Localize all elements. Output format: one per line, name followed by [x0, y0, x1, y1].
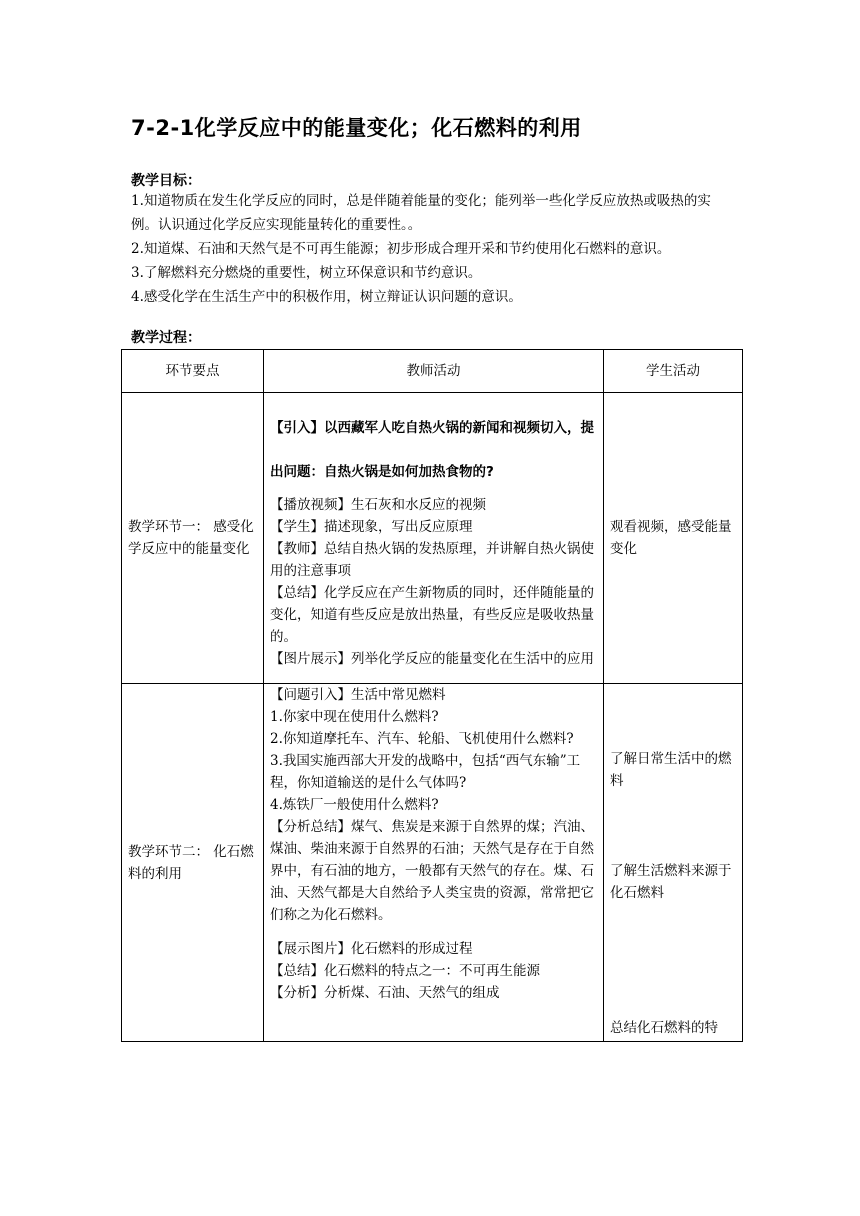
teacher-line: 【问题引入】生活中常见燃料 [270, 687, 446, 703]
teacher-activity-cell [264, 393, 604, 684]
objective-item: 3.了解燃料充分燃烧的重要性，树立环保意识和节约意识。 [131, 265, 482, 281]
teacher-line: 【总结】化石燃料的特点之一：不可再生能源 [270, 963, 540, 979]
teacher-line: 1.你家中现在使用什么燃料? [270, 709, 439, 725]
teacher-line: 【学生】描述现象，写出反应原理 [270, 519, 473, 535]
teacher-activity-cell [264, 684, 604, 1042]
teacher-line: 【分析总结】煤气、焦炭是来源于自然界的煤；汽油、煤油、柴油来源于自然界的石油；天然气是存在于自然界中，有石油的地方，一般都有天然气的存在。煤、石油、天然气都是大自然给予人类宝贵的资源，常常把它们称之为化石燃料。 [270, 819, 594, 923]
teacher-line: 【图片展示】列举化学反应的能量变化在生活中的应用 [270, 651, 594, 667]
section-point-cell: 教学环节二： 化石燃料的利用 [122, 684, 264, 1042]
process-heading: 教学过程： [131, 330, 201, 346]
document-title: 7-2-1化学反应中的能量变化；化石燃料的利用 [131, 116, 582, 140]
student-note: 了解日常生活中的燃料 [610, 751, 732, 789]
process-table [121, 349, 743, 1042]
teacher-line: 【教师】总结自热火锅的发热原理，并讲解自热火锅使用的注意事项 [270, 541, 594, 579]
section-point-cell: 教学环节一： 感受化学反应中的能量变化 [122, 393, 264, 684]
column-header: 学生活动 [604, 350, 743, 393]
table-row [122, 393, 743, 684]
blank-line [270, 926, 597, 938]
column-header: 教师活动 [264, 350, 604, 393]
student-activity-cell: 观看视频，感受能量变化 [604, 393, 743, 684]
teacher-line: 【播放视频】生石灰和水反应的视频 [270, 497, 486, 513]
objective-item: 4.感受化学在生活生产中的积极作用，树立辩证认识问题的意识。 [131, 289, 522, 305]
student-note: 了解生活燃料来源于化石燃料 [610, 863, 732, 901]
column-header: 环节要点 [122, 350, 264, 393]
student-activity-cell [604, 684, 743, 1042]
teacher-line: 【总结】化学反应在产生新物质的同时，还伴随能量的变化，知道有些反应是放出热量，有些反应是吸收热量的。 [270, 585, 594, 645]
intro-text: 【引入】以西藏军人吃自热火锅的新闻和视频切入，提出问题：自热火锅是如何加热食物的? [270, 420, 594, 480]
objectives-heading: 教学目标： [131, 173, 201, 189]
objective-item: 2.知道煤、石油和天然气是不可再生能源；初步形成合理开采和节约使用化石燃料的意识。 [131, 241, 671, 257]
objective-item: 1.知道物质在发生化学反应的同时，总是伴随着能量的变化；能列举一些化学反应放热或吸热的实例。认识通过化学反应实现能量转化的重要性。。 [131, 193, 711, 233]
teacher-line: 2.你知道摩托车、汽车、轮船、飞机使用什么燃料? [270, 731, 574, 747]
teacher-line: 3.我国实施西部大开发的战略中，包括“西气东输”工程，你知道输送的是什么气体吗? [270, 753, 581, 791]
teacher-line: 【展示图片】化石燃料的形成过程 [270, 941, 473, 957]
student-note: 总结化石燃料的特 [610, 1020, 718, 1036]
teacher-line: 【分析】分析煤、石油、天然气的组成 [270, 985, 500, 1001]
table-header-row [122, 350, 743, 393]
objectives-list [131, 189, 731, 309]
table-row [122, 684, 743, 1042]
teacher-line: 4.炼铁厂一般使用什么燃料? [270, 797, 439, 813]
